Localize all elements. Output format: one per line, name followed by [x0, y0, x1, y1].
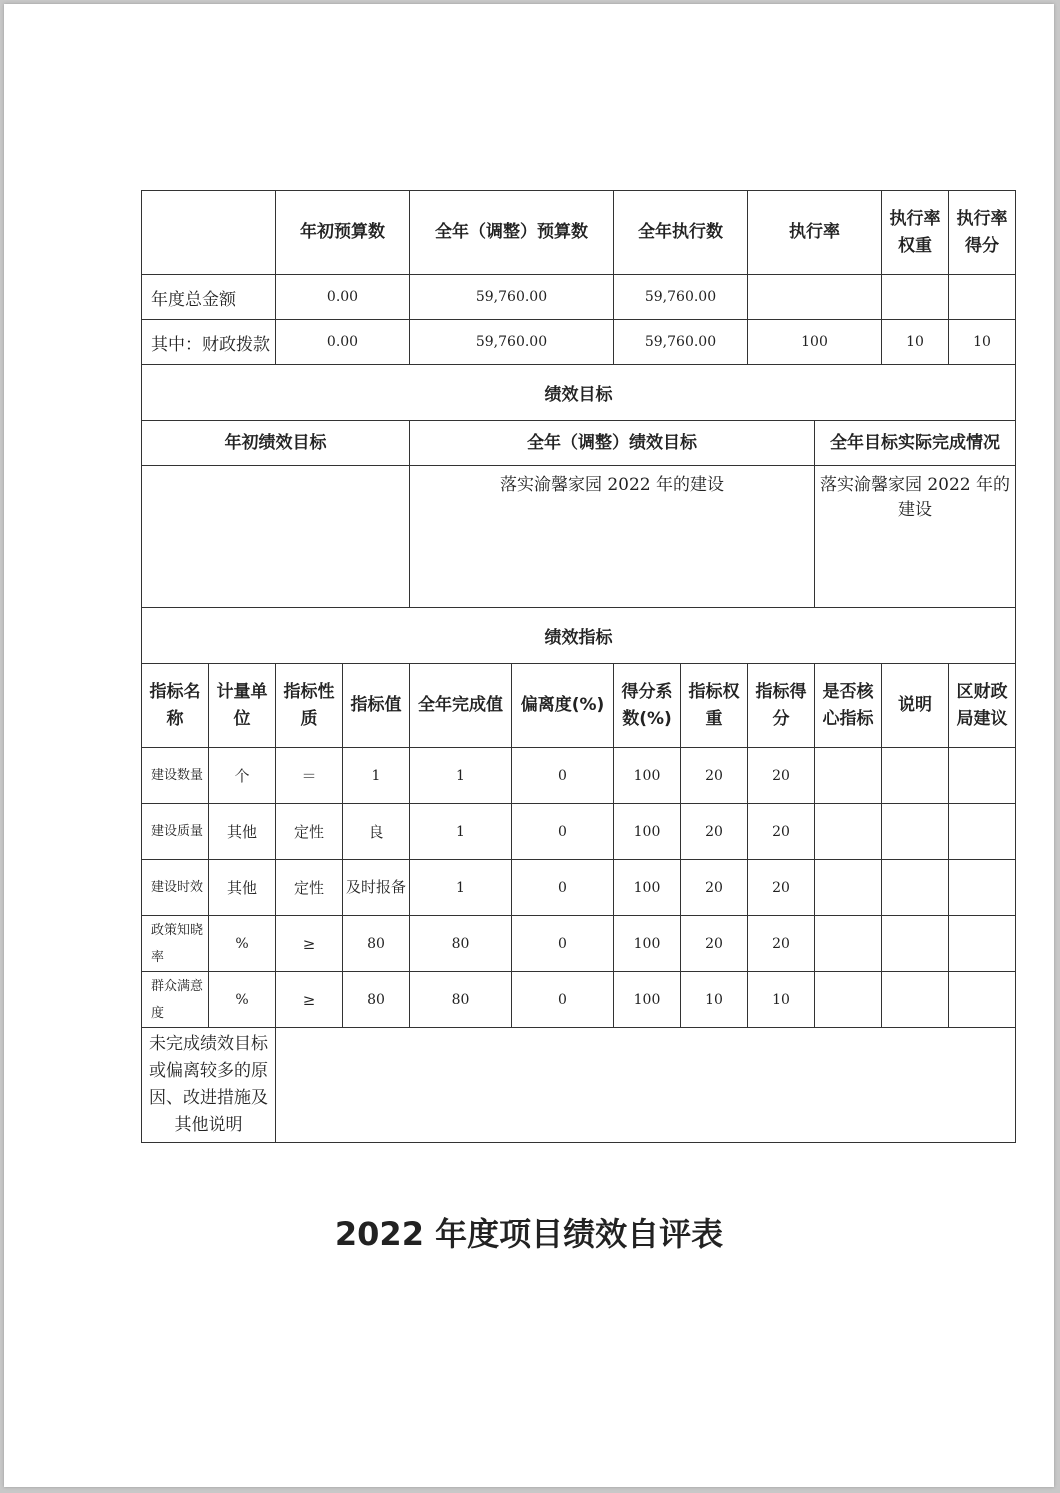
indicator-unit: % — [209, 972, 276, 1028]
indicator-row — [142, 972, 1016, 1028]
notes-row — [142, 1028, 1016, 1143]
adjusted-budget-value: 59,760.00 — [410, 275, 614, 320]
header-rate-weight: 执行率权重 — [882, 191, 949, 275]
header-indicator-weight: 指标权重 — [681, 664, 748, 748]
indicator-row — [142, 916, 1016, 972]
header-nature: 指标性质 — [276, 664, 343, 748]
indicator-target: 80 — [343, 972, 410, 1028]
indicator-advice — [949, 916, 1016, 972]
indicator-description — [882, 972, 949, 1028]
header-is-core: 是否核心指标 — [815, 664, 882, 748]
indicator-row — [142, 804, 1016, 860]
indicator-nature: 定性 — [276, 860, 343, 916]
budget-row-total — [142, 275, 1016, 320]
indicator-advice — [949, 804, 1016, 860]
initial-goal-text — [142, 466, 410, 608]
indicator-nature: ≥ — [276, 916, 343, 972]
budget-header-row — [142, 191, 1016, 275]
indicator-row — [142, 860, 1016, 916]
indicator-unit: 个 — [209, 748, 276, 804]
indicator-unit: 其他 — [209, 860, 276, 916]
notes-value — [276, 1028, 1016, 1143]
indicator-deviation: 0 — [512, 748, 614, 804]
adjusted-budget-value: 59,760.00 — [410, 320, 614, 365]
indicator-score: 20 — [748, 748, 815, 804]
indicator-score: 20 — [748, 916, 815, 972]
indicator-actual: 1 — [410, 804, 512, 860]
indicator-name: 建设数量 — [142, 748, 209, 804]
performance-table — [141, 190, 1016, 1143]
indicator-score: 20 — [748, 804, 815, 860]
indicator-target: 1 — [343, 748, 410, 804]
budget-row-fiscal — [142, 320, 1016, 365]
header-initial-budget: 年初预算数 — [276, 191, 410, 275]
header-executed: 全年执行数 — [614, 191, 748, 275]
indicator-actual: 1 — [410, 860, 512, 916]
row-label: 年度总金额 — [142, 275, 276, 320]
adjusted-goal-text: 落实渝馨家园 2022 年的建设 — [410, 466, 815, 608]
indicator-weight: 10 — [681, 972, 748, 1028]
goals-header-row — [142, 421, 1016, 466]
rate-weight-value: 10 — [882, 320, 949, 365]
indicator-description — [882, 748, 949, 804]
indicator-actual: 1 — [410, 748, 512, 804]
indicators-section-row — [142, 608, 1016, 664]
indicator-coefficient: 100 — [614, 860, 681, 916]
executed-value: 59,760.00 — [614, 320, 748, 365]
indicator-target: 及时报备 — [343, 860, 410, 916]
initial-budget-value: 0.00 — [276, 275, 410, 320]
header-execution-rate: 执行率 — [748, 191, 882, 275]
indicator-deviation: 0 — [512, 972, 614, 1028]
goals-section-title: 绩效目标 — [142, 365, 1016, 421]
indicator-name: 政策知晓率 — [142, 916, 209, 972]
indicator-score: 10 — [748, 972, 815, 1028]
header-actual-value: 全年完成值 — [410, 664, 512, 748]
indicator-description — [882, 916, 949, 972]
indicator-target: 良 — [343, 804, 410, 860]
indicator-unit: 其他 — [209, 804, 276, 860]
indicator-description — [882, 804, 949, 860]
header-score-coefficient: 得分系数(%) — [614, 664, 681, 748]
indicator-core — [815, 804, 882, 860]
page-title: 2022 年度项目绩效自评表 — [334, 1215, 724, 1253]
indicator-description — [882, 860, 949, 916]
indicator-nature: ＝ — [276, 748, 343, 804]
indicators-section-title: 绩效指标 — [142, 608, 1016, 664]
header-adjusted-budget: 全年（调整）预算数 — [410, 191, 614, 275]
indicators-header-row — [142, 664, 1016, 748]
header-initial-goal: 年初绩效目标 — [142, 421, 410, 466]
indicator-name: 群众满意度 — [142, 972, 209, 1028]
header-finance-advice: 区财政局建议 — [949, 664, 1016, 748]
indicator-coefficient: 100 — [614, 804, 681, 860]
indicator-name: 建设质量 — [142, 804, 209, 860]
header-actual-completion: 全年目标实际完成情况 — [815, 421, 1016, 466]
row-label: 其中：财政拨款 — [142, 320, 276, 365]
indicator-weight: 20 — [681, 916, 748, 972]
indicator-core — [815, 748, 882, 804]
indicator-deviation: 0 — [512, 804, 614, 860]
indicator-nature: 定性 — [276, 804, 343, 860]
indicator-nature: ≥ — [276, 972, 343, 1028]
indicator-actual: 80 — [410, 972, 512, 1028]
indicator-name: 建设时效 — [142, 860, 209, 916]
indicator-target: 80 — [343, 916, 410, 972]
rate-score-value: 10 — [949, 320, 1016, 365]
header-rate-score: 执行率得分 — [949, 191, 1016, 275]
header-deviation: 偏离度(%) — [512, 664, 614, 748]
indicator-row — [142, 748, 1016, 804]
goals-content-row — [142, 466, 1016, 608]
indicator-deviation: 0 — [512, 860, 614, 916]
goals-section-row — [142, 365, 1016, 421]
indicator-score: 20 — [748, 860, 815, 916]
blank-corner-cell — [142, 191, 276, 275]
header-unit: 计量单位 — [209, 664, 276, 748]
header-description: 说明 — [882, 664, 949, 748]
indicator-advice — [949, 748, 1016, 804]
indicator-weight: 20 — [681, 748, 748, 804]
initial-budget-value: 0.00 — [276, 320, 410, 365]
header-indicator-name: 指标名称 — [142, 664, 209, 748]
indicator-core — [815, 860, 882, 916]
indicator-coefficient: 100 — [614, 748, 681, 804]
execution-rate-value: 100 — [748, 320, 882, 365]
indicator-unit: % — [209, 916, 276, 972]
execution-rate-value — [748, 275, 882, 320]
indicator-advice — [949, 972, 1016, 1028]
indicator-coefficient: 100 — [614, 916, 681, 972]
indicator-core — [815, 972, 882, 1028]
indicator-coefficient: 100 — [614, 972, 681, 1028]
indicator-weight: 20 — [681, 804, 748, 860]
notes-label: 未完成绩效目标或偏离较多的原因、改进措施及其他说明 — [142, 1028, 276, 1143]
rate-weight-value — [882, 275, 949, 320]
indicator-actual: 80 — [410, 916, 512, 972]
indicator-advice — [949, 860, 1016, 916]
rate-score-value — [949, 275, 1016, 320]
executed-value: 59,760.00 — [614, 275, 748, 320]
header-adjusted-goal: 全年（调整）绩效目标 — [410, 421, 815, 466]
header-target-value: 指标值 — [343, 664, 410, 748]
indicator-deviation: 0 — [512, 916, 614, 972]
actual-completion-text: 落实渝馨家园 2022 年的建设 — [815, 466, 1016, 608]
indicator-core — [815, 916, 882, 972]
document-page — [4, 4, 1054, 1487]
indicator-weight: 20 — [681, 860, 748, 916]
header-indicator-score: 指标得分 — [748, 664, 815, 748]
